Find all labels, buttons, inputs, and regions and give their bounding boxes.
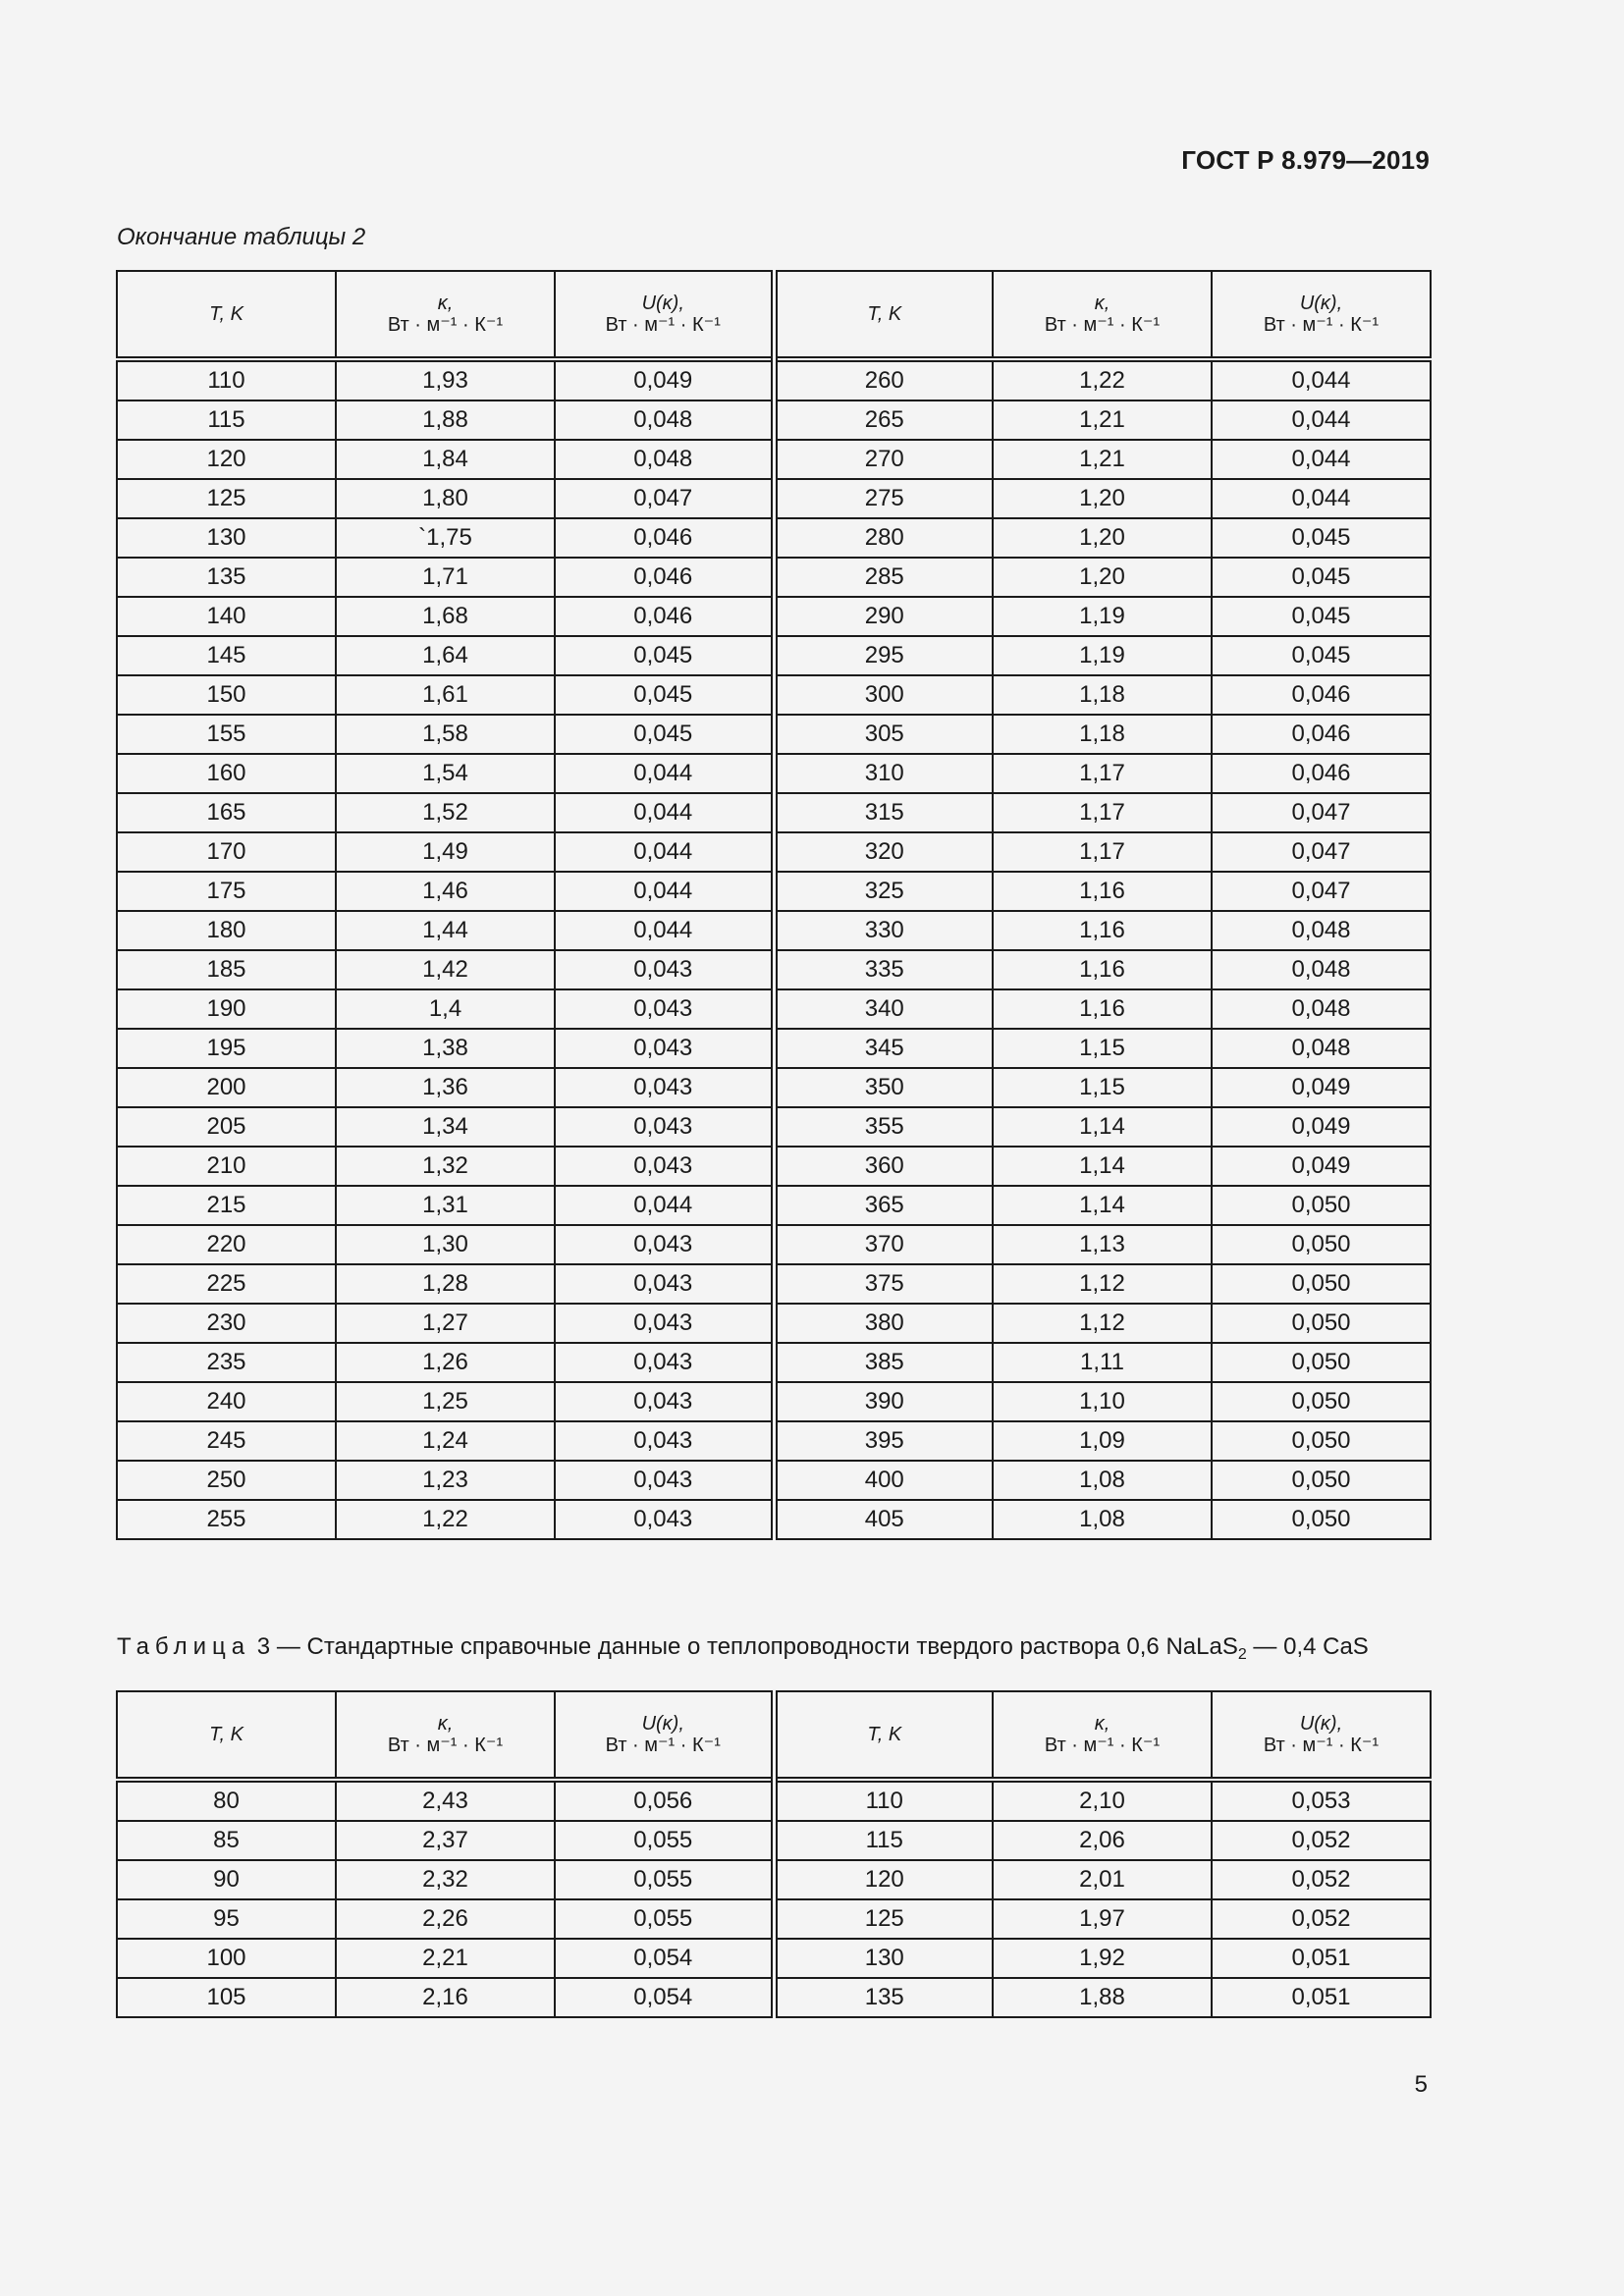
- cell-kappa: 1,09: [993, 1421, 1212, 1461]
- cell-temperature: 135: [774, 1978, 993, 2017]
- cell-uncertainty: 0,046: [555, 518, 774, 558]
- cell-temperature: 125: [774, 1899, 993, 1939]
- table-row: [117, 754, 1431, 793]
- cell-uncertainty: 0,050: [1212, 1461, 1431, 1500]
- cell-kappa: 1,19: [993, 597, 1212, 636]
- cell-temperature: 270: [774, 440, 993, 479]
- table-row: [117, 793, 1431, 832]
- cell-temperature: 155: [117, 715, 336, 754]
- cell-temperature: 300: [774, 675, 993, 715]
- cell-kappa: 1,17: [993, 832, 1212, 872]
- cell-kappa: 1,25: [336, 1382, 555, 1421]
- cell-kappa: 1,10: [993, 1382, 1212, 1421]
- cell-temperature: 140: [117, 597, 336, 636]
- cell-kappa: 1,30: [336, 1225, 555, 1264]
- cell-temperature: 185: [117, 950, 336, 989]
- cell-temperature: 360: [774, 1147, 993, 1186]
- cell-uncertainty: 0,050: [1212, 1186, 1431, 1225]
- cell-temperature: 240: [117, 1382, 336, 1421]
- cell-kappa: 2,37: [336, 1821, 555, 1860]
- cell-uncertainty: 0,046: [1212, 675, 1431, 715]
- cell-kappa: 1,17: [993, 754, 1212, 793]
- cell-kappa: 1,71: [336, 558, 555, 597]
- table-row: [117, 1068, 1431, 1107]
- cell-kappa: 1,14: [993, 1147, 1212, 1186]
- cell-kappa: 1,19: [993, 636, 1212, 675]
- cell-kappa: 1,49: [336, 832, 555, 872]
- cell-temperature: 235: [117, 1343, 336, 1382]
- table-row: [117, 479, 1431, 518]
- cell-uncertainty: 0,044: [1212, 359, 1431, 400]
- cell-uncertainty: 0,045: [555, 636, 774, 675]
- cell-temperature: 260: [774, 359, 993, 400]
- table3-caption: [117, 1633, 1369, 1664]
- cell-temperature: 335: [774, 950, 993, 989]
- table-row: [117, 1264, 1431, 1304]
- cell-kappa: 2,16: [336, 1978, 555, 2017]
- cell-uncertainty: 0,043: [555, 1225, 774, 1264]
- cell-kappa: 2,26: [336, 1899, 555, 1939]
- cell-uncertainty: 0,045: [1212, 558, 1431, 597]
- cell-kappa: 2,06: [993, 1821, 1212, 1860]
- cell-kappa: 1,38: [336, 1029, 555, 1068]
- col-header-temperature: T, K: [117, 271, 336, 359]
- table-row: [117, 1225, 1431, 1264]
- cell-uncertainty: 0,054: [555, 1978, 774, 2017]
- cell-uncertainty: 0,051: [1212, 1939, 1431, 1978]
- cell-temperature: 145: [117, 636, 336, 675]
- cell-uncertainty: 0,050: [1212, 1500, 1431, 1539]
- cell-temperature: 400: [774, 1461, 993, 1500]
- table3: [116, 1690, 1432, 2018]
- cell-kappa: 1,20: [993, 518, 1212, 558]
- cell-uncertainty: 0,046: [555, 597, 774, 636]
- cell-kappa: 1,15: [993, 1029, 1212, 1068]
- cell-uncertainty: 0,046: [555, 558, 774, 597]
- cell-uncertainty: 0,044: [1212, 400, 1431, 440]
- cell-uncertainty: 0,047: [555, 479, 774, 518]
- cell-uncertainty: 0,055: [555, 1860, 774, 1899]
- table3-caption-text: — Стандартные справочные данные о теплопроводности твердого раствора 0,6 NaLaS: [276, 1633, 1238, 1660]
- cell-temperature: 250: [117, 1461, 336, 1500]
- cell-uncertainty: 0,050: [1212, 1421, 1431, 1461]
- cell-kappa: 1,16: [993, 989, 1212, 1029]
- cell-kappa: 1,61: [336, 675, 555, 715]
- cell-temperature: 355: [774, 1107, 993, 1147]
- cell-kappa: 1,68: [336, 597, 555, 636]
- col-header-temperature: T, K: [774, 1691, 993, 1780]
- cell-kappa: 1,18: [993, 675, 1212, 715]
- cell-uncertainty: 0,055: [555, 1899, 774, 1939]
- col-header-uncertainty: U(κ), Вт · м⁻¹ · К⁻¹: [555, 271, 774, 359]
- table-row: [117, 832, 1431, 872]
- table-row: [117, 558, 1431, 597]
- cell-kappa: 2,43: [336, 1780, 555, 1821]
- cell-temperature: 175: [117, 872, 336, 911]
- cell-temperature: 90: [117, 1860, 336, 1899]
- table-row: [117, 1382, 1431, 1421]
- cell-uncertainty: 0,046: [1212, 715, 1431, 754]
- cell-kappa: 1,24: [336, 1421, 555, 1461]
- table-row: [117, 636, 1431, 675]
- cell-uncertainty: 0,047: [1212, 832, 1431, 872]
- cell-uncertainty: 0,048: [1212, 950, 1431, 989]
- cell-temperature: 120: [117, 440, 336, 479]
- cell-temperature: 255: [117, 1500, 336, 1539]
- cell-uncertainty: 0,048: [1212, 1029, 1431, 1068]
- table3-body: [117, 1780, 1431, 2017]
- cell-kappa: 1,22: [993, 359, 1212, 400]
- col-header-kappa: κ, Вт · м⁻¹ · К⁻¹: [993, 271, 1212, 359]
- cell-temperature: 85: [117, 1821, 336, 1860]
- cell-uncertainty: 0,048: [555, 400, 774, 440]
- cell-uncertainty: 0,043: [555, 1461, 774, 1500]
- cell-temperature: 370: [774, 1225, 993, 1264]
- table-row: [117, 911, 1431, 950]
- cell-uncertainty: 0,043: [555, 1421, 774, 1461]
- cell-uncertainty: 0,043: [555, 1029, 774, 1068]
- cell-kappa: 1,17: [993, 793, 1212, 832]
- table-row: [117, 1860, 1431, 1899]
- cell-temperature: 350: [774, 1068, 993, 1107]
- table-row: [117, 518, 1431, 558]
- table-row: [117, 440, 1431, 479]
- cell-temperature: 195: [117, 1029, 336, 1068]
- cell-kappa: 1,28: [336, 1264, 555, 1304]
- col-header-kappa: κ, Вт · м⁻¹ · К⁻¹: [336, 271, 555, 359]
- col-header-uncertainty: U(κ), Вт · м⁻¹ · К⁻¹: [1212, 1691, 1431, 1780]
- cell-uncertainty: 0,054: [555, 1939, 774, 1978]
- cell-kappa: 1,80: [336, 479, 555, 518]
- cell-kappa: 2,32: [336, 1860, 555, 1899]
- cell-uncertainty: 0,044: [555, 832, 774, 872]
- table3-caption-label: Таблица: [117, 1633, 251, 1660]
- cell-temperature: 325: [774, 872, 993, 911]
- cell-kappa: 1,18: [993, 715, 1212, 754]
- cell-uncertainty: 0,050: [1212, 1382, 1431, 1421]
- table-row: [117, 675, 1431, 715]
- cell-uncertainty: 0,044: [555, 911, 774, 950]
- cell-temperature: 245: [117, 1421, 336, 1461]
- cell-uncertainty: 0,048: [1212, 989, 1431, 1029]
- cell-kappa: 1,15: [993, 1068, 1212, 1107]
- cell-temperature: 100: [117, 1939, 336, 1978]
- cell-temperature: 375: [774, 1264, 993, 1304]
- table-row: [117, 1821, 1431, 1860]
- cell-kappa: 1,20: [993, 558, 1212, 597]
- cell-temperature: 310: [774, 754, 993, 793]
- cell-kappa: 1,11: [993, 1343, 1212, 1382]
- table3-caption-number: 3: [256, 1633, 271, 1660]
- cell-uncertainty: 0,055: [555, 1821, 774, 1860]
- table-row: [117, 1461, 1431, 1500]
- cell-uncertainty: 0,050: [1212, 1304, 1431, 1343]
- col-header-uncertainty: U(κ), Вт · м⁻¹ · К⁻¹: [1212, 271, 1431, 359]
- cell-kappa: 1,12: [993, 1304, 1212, 1343]
- cell-uncertainty: 0,047: [1212, 793, 1431, 832]
- cell-temperature: 345: [774, 1029, 993, 1068]
- cell-kappa: 1,16: [993, 872, 1212, 911]
- cell-uncertainty: 0,050: [1212, 1225, 1431, 1264]
- page-number: 5: [1414, 2071, 1428, 2098]
- cell-uncertainty: 0,050: [1212, 1343, 1431, 1382]
- cell-uncertainty: 0,052: [1212, 1899, 1431, 1939]
- cell-temperature: 385: [774, 1343, 993, 1382]
- cell-kappa: 1,20: [993, 479, 1212, 518]
- cell-uncertainty: 0,049: [1212, 1147, 1431, 1186]
- cell-kappa: 1,16: [993, 950, 1212, 989]
- cell-kappa: 1,88: [336, 400, 555, 440]
- cell-kappa: 1,4: [336, 989, 555, 1029]
- cell-temperature: 315: [774, 793, 993, 832]
- cell-kappa: 1,26: [336, 1343, 555, 1382]
- cell-kappa: 1,21: [993, 400, 1212, 440]
- cell-temperature: 305: [774, 715, 993, 754]
- cell-kappa: 1,58: [336, 715, 555, 754]
- table-row: [117, 1978, 1431, 2017]
- col-header-temperature: T, K: [117, 1691, 336, 1780]
- table2-header-row: [117, 271, 1431, 359]
- table-row: [117, 359, 1431, 400]
- cell-temperature: 95: [117, 1899, 336, 1939]
- cell-temperature: 295: [774, 636, 993, 675]
- cell-temperature: 290: [774, 597, 993, 636]
- cell-kappa: 1,44: [336, 911, 555, 950]
- cell-temperature: 120: [774, 1860, 993, 1899]
- cell-temperature: 390: [774, 1382, 993, 1421]
- cell-kappa: 1,88: [993, 1978, 1212, 2017]
- cell-temperature: 130: [774, 1939, 993, 1978]
- table2-body: [117, 359, 1431, 1539]
- cell-kappa: 1,54: [336, 754, 555, 793]
- cell-temperature: 170: [117, 832, 336, 872]
- cell-temperature: 180: [117, 911, 336, 950]
- cell-temperature: 135: [117, 558, 336, 597]
- cell-temperature: 80: [117, 1780, 336, 1821]
- cell-temperature: 285: [774, 558, 993, 597]
- cell-temperature: 210: [117, 1147, 336, 1186]
- table-row: [117, 950, 1431, 989]
- cell-temperature: 115: [117, 400, 336, 440]
- cell-temperature: 165: [117, 793, 336, 832]
- cell-uncertainty: 0,051: [1212, 1978, 1431, 2017]
- cell-temperature: 125: [117, 479, 336, 518]
- cell-temperature: 215: [117, 1186, 336, 1225]
- cell-uncertainty: 0,056: [555, 1780, 774, 1821]
- cell-kappa: 1,08: [993, 1500, 1212, 1539]
- table-row: [117, 1186, 1431, 1225]
- cell-kappa: 1,21: [993, 440, 1212, 479]
- cell-temperature: 160: [117, 754, 336, 793]
- cell-kappa: 1,16: [993, 911, 1212, 950]
- cell-kappa: 2,10: [993, 1780, 1212, 1821]
- table-row: [117, 1939, 1431, 1978]
- cell-kappa: 1,22: [336, 1500, 555, 1539]
- table-row: [117, 989, 1431, 1029]
- cell-uncertainty: 0,044: [1212, 440, 1431, 479]
- cell-kappa: 2,21: [336, 1939, 555, 1978]
- cell-uncertainty: 0,043: [555, 1107, 774, 1147]
- table-row: [117, 597, 1431, 636]
- table-row: [117, 1147, 1431, 1186]
- cell-kappa: 1,52: [336, 793, 555, 832]
- col-header-kappa: κ, Вт · м⁻¹ · К⁻¹: [993, 1691, 1212, 1780]
- table-row: [117, 1029, 1431, 1068]
- cell-temperature: 320: [774, 832, 993, 872]
- cell-uncertainty: 0,045: [555, 715, 774, 754]
- cell-kappa: 1,97: [993, 1899, 1212, 1939]
- cell-temperature: 220: [117, 1225, 336, 1264]
- cell-kappa: 1,13: [993, 1225, 1212, 1264]
- cell-uncertainty: 0,045: [1212, 636, 1431, 675]
- table-row: [117, 715, 1431, 754]
- cell-temperature: 150: [117, 675, 336, 715]
- cell-uncertainty: 0,049: [555, 359, 774, 400]
- cell-temperature: 225: [117, 1264, 336, 1304]
- col-header-kappa: κ, Вт · м⁻¹ · К⁻¹: [336, 1691, 555, 1780]
- cell-temperature: 365: [774, 1186, 993, 1225]
- cell-temperature: 205: [117, 1107, 336, 1147]
- cell-temperature: 340: [774, 989, 993, 1029]
- cell-uncertainty: 0,043: [555, 1068, 774, 1107]
- cell-uncertainty: 0,048: [1212, 911, 1431, 950]
- cell-uncertainty: 0,047: [1212, 872, 1431, 911]
- table3-caption-tail: — 0,4 CaS: [1253, 1633, 1369, 1660]
- cell-uncertainty: 0,043: [555, 1264, 774, 1304]
- cell-uncertainty: 0,043: [555, 1147, 774, 1186]
- cell-temperature: 380: [774, 1304, 993, 1343]
- table2-caption: Окончание таблицы 2: [117, 224, 366, 250]
- table-row: [117, 1500, 1431, 1539]
- cell-uncertainty: 0,050: [1212, 1264, 1431, 1304]
- table-row: [117, 1780, 1431, 1821]
- document-code: ГОСТ Р 8.979—2019: [1181, 145, 1430, 175]
- cell-uncertainty: 0,044: [555, 754, 774, 793]
- cell-temperature: 110: [117, 359, 336, 400]
- cell-kappa: 1,14: [993, 1186, 1212, 1225]
- cell-uncertainty: 0,044: [555, 872, 774, 911]
- cell-temperature: 200: [117, 1068, 336, 1107]
- table-row: [117, 1343, 1431, 1382]
- table-row: [117, 872, 1431, 911]
- cell-uncertainty: 0,046: [1212, 754, 1431, 793]
- cell-uncertainty: 0,043: [555, 1382, 774, 1421]
- table-row: [117, 1421, 1431, 1461]
- cell-kappa: 1,34: [336, 1107, 555, 1147]
- cell-uncertainty: 0,043: [555, 950, 774, 989]
- cell-uncertainty: 0,044: [1212, 479, 1431, 518]
- cell-uncertainty: 0,045: [555, 675, 774, 715]
- cell-temperature: 395: [774, 1421, 993, 1461]
- table3-header-row: [117, 1691, 1431, 1780]
- cell-temperature: 275: [774, 479, 993, 518]
- cell-kappa: 1,08: [993, 1461, 1212, 1500]
- cell-kappa: 1,27: [336, 1304, 555, 1343]
- cell-temperature: 405: [774, 1500, 993, 1539]
- cell-kappa: 1,42: [336, 950, 555, 989]
- cell-kappa: 1,32: [336, 1147, 555, 1186]
- cell-kappa: `1,75: [336, 518, 555, 558]
- cell-uncertainty: 0,043: [555, 1500, 774, 1539]
- cell-temperature: 230: [117, 1304, 336, 1343]
- cell-kappa: 1,46: [336, 872, 555, 911]
- cell-kappa: 1,14: [993, 1107, 1212, 1147]
- cell-kappa: 1,92: [993, 1939, 1212, 1978]
- cell-temperature: 190: [117, 989, 336, 1029]
- cell-uncertainty: 0,044: [555, 1186, 774, 1225]
- table-row: [117, 1304, 1431, 1343]
- cell-kappa: 1,64: [336, 636, 555, 675]
- cell-kappa: 1,23: [336, 1461, 555, 1500]
- cell-uncertainty: 0,045: [1212, 597, 1431, 636]
- cell-temperature: 265: [774, 400, 993, 440]
- cell-uncertainty: 0,049: [1212, 1107, 1431, 1147]
- cell-kappa: 1,36: [336, 1068, 555, 1107]
- cell-kappa: 1,84: [336, 440, 555, 479]
- cell-temperature: 330: [774, 911, 993, 950]
- cell-uncertainty: 0,043: [555, 1304, 774, 1343]
- cell-kappa: 2,01: [993, 1860, 1212, 1899]
- table-row: [117, 400, 1431, 440]
- cell-kappa: 1,12: [993, 1264, 1212, 1304]
- cell-temperature: 110: [774, 1780, 993, 1821]
- cell-uncertainty: 0,048: [555, 440, 774, 479]
- col-header-uncertainty: U(κ), Вт · м⁻¹ · К⁻¹: [555, 1691, 774, 1780]
- cell-uncertainty: 0,043: [555, 1343, 774, 1382]
- cell-temperature: 105: [117, 1978, 336, 2017]
- cell-uncertainty: 0,052: [1212, 1860, 1431, 1899]
- cell-temperature: 280: [774, 518, 993, 558]
- cell-uncertainty: 0,044: [555, 793, 774, 832]
- cell-uncertainty: 0,045: [1212, 518, 1431, 558]
- cell-temperature: 130: [117, 518, 336, 558]
- cell-uncertainty: 0,052: [1212, 1821, 1431, 1860]
- cell-kappa: 1,31: [336, 1186, 555, 1225]
- cell-uncertainty: 0,043: [555, 989, 774, 1029]
- col-header-temperature: T, K: [774, 271, 993, 359]
- table-row: [117, 1899, 1431, 1939]
- table-row: [117, 1107, 1431, 1147]
- cell-temperature: 115: [774, 1821, 993, 1860]
- cell-kappa: 1,93: [336, 359, 555, 400]
- cell-uncertainty: 0,053: [1212, 1780, 1431, 1821]
- table3-caption-subscript: 2: [1237, 1646, 1247, 1663]
- table2: [116, 270, 1432, 1540]
- cell-uncertainty: 0,049: [1212, 1068, 1431, 1107]
